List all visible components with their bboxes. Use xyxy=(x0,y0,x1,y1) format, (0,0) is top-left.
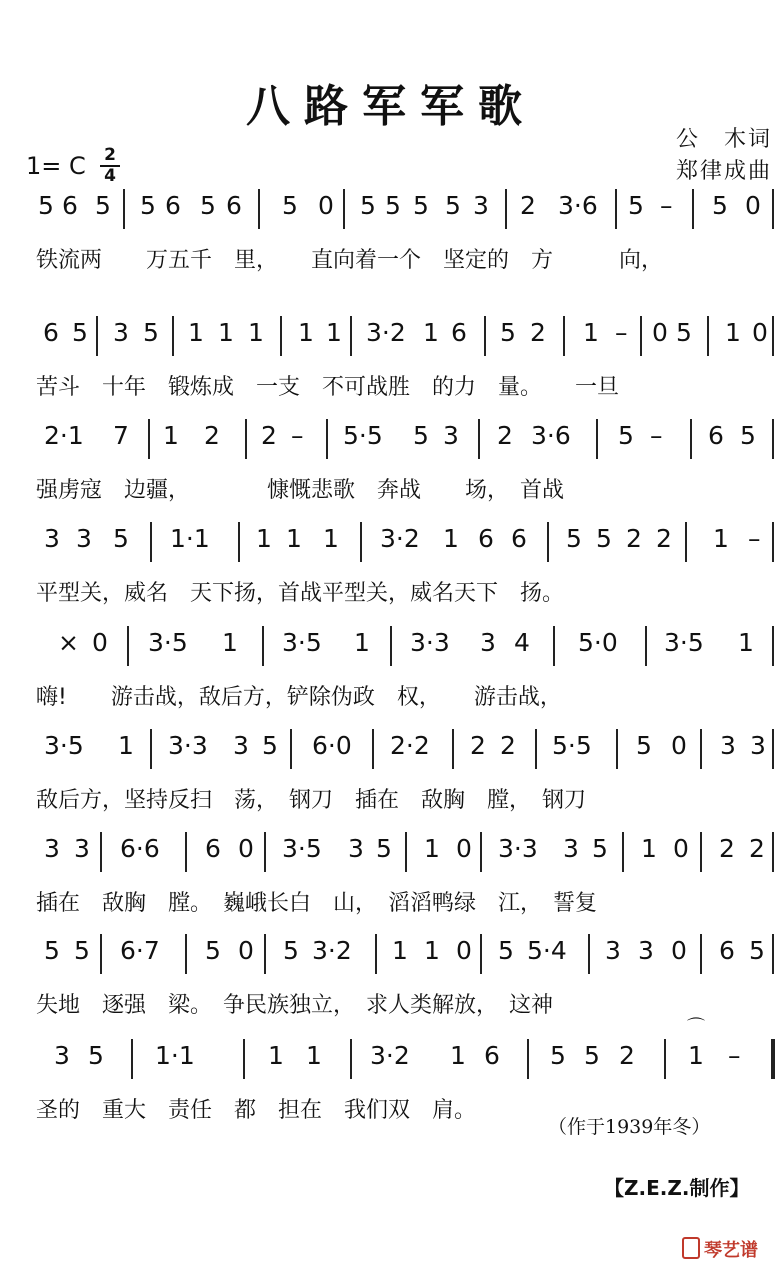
note: 5 xyxy=(740,421,756,450)
composer-credit: 郑律成曲 xyxy=(675,159,772,184)
note: 5 xyxy=(376,834,392,863)
bar-line xyxy=(243,1039,245,1079)
note: 6 xyxy=(62,191,78,220)
bar-line xyxy=(772,189,774,229)
note: 3·6 xyxy=(558,191,598,220)
note: 3·2 xyxy=(380,524,420,553)
bar-line xyxy=(596,419,598,459)
lyric-line: 平型关，威名 天下扬，首战平型关，威名天下 扬。 xyxy=(36,581,565,606)
note: 0 xyxy=(671,731,687,760)
bar-line xyxy=(690,419,692,459)
bar-line xyxy=(484,316,486,356)
note: 3·3 xyxy=(168,731,208,760)
note: 0 xyxy=(318,191,334,220)
note: 1 xyxy=(298,318,314,347)
note: 3 xyxy=(233,731,249,760)
note: 5 xyxy=(628,191,644,220)
note: 1 xyxy=(443,524,459,553)
score-row xyxy=(0,828,782,928)
bar-line xyxy=(772,626,774,666)
bar-line xyxy=(480,832,482,872)
notation-line xyxy=(0,622,782,670)
note: 5 xyxy=(74,936,90,965)
bar-line xyxy=(640,316,642,356)
notation-line xyxy=(0,828,782,876)
time-signature xyxy=(100,147,120,185)
note: 5 xyxy=(498,936,514,965)
note: 5·4 xyxy=(527,936,567,965)
note: 5 xyxy=(200,191,216,220)
bar-line xyxy=(616,729,618,769)
key-signature: 1= C xyxy=(26,152,86,180)
note: 6 xyxy=(165,191,181,220)
note: 3 xyxy=(563,834,579,863)
note: 1 xyxy=(268,1041,284,1070)
note: 5 xyxy=(592,834,608,863)
note: 1 xyxy=(423,318,439,347)
note: 2·2 xyxy=(390,731,430,760)
score-row xyxy=(0,930,782,1030)
bar-line xyxy=(290,729,292,769)
note: 3 xyxy=(605,936,621,965)
note: – xyxy=(660,191,673,220)
note: 5 xyxy=(44,936,60,965)
bar-line xyxy=(350,316,352,356)
notation-line xyxy=(0,1035,782,1083)
bar-line xyxy=(707,316,709,356)
note: 3·5 xyxy=(44,731,84,760)
bar-line xyxy=(622,832,624,872)
brand-mark-icon xyxy=(682,1237,700,1259)
bar-line xyxy=(527,1039,529,1079)
note: – xyxy=(615,318,628,347)
note: 6 xyxy=(708,421,724,450)
bar-line xyxy=(478,419,480,459)
note: 5 xyxy=(566,524,582,553)
note: 2 xyxy=(520,191,536,220)
note: 3 xyxy=(44,524,60,553)
note: 6 xyxy=(205,834,221,863)
bar-line xyxy=(772,729,774,769)
lyricist-credit: 公 木词 xyxy=(675,127,772,152)
score-row xyxy=(0,725,782,825)
bar-line xyxy=(772,832,774,872)
note: 6 xyxy=(484,1041,500,1070)
note: 0 xyxy=(752,318,768,347)
note: 2 xyxy=(719,834,735,863)
bar-line xyxy=(685,522,687,562)
score-row xyxy=(0,415,782,515)
bar-line xyxy=(390,626,392,666)
bar-line xyxy=(150,729,152,769)
bar-line xyxy=(350,1039,352,1079)
note: 2 xyxy=(470,731,486,760)
note: 5 xyxy=(618,421,634,450)
bar-line xyxy=(405,832,407,872)
notation-line xyxy=(0,415,782,463)
note: 5 xyxy=(500,318,516,347)
bar-line xyxy=(127,626,129,666)
notation-line xyxy=(0,518,782,566)
note: 0 xyxy=(238,834,254,863)
note: 5 xyxy=(140,191,156,220)
lyric-line: 敌后方，坚持反扫 荡， 钢刀 插在 敌胸 膛， 钢刀 xyxy=(36,788,587,813)
time-signature-top: 2 xyxy=(104,145,116,165)
note: 2 xyxy=(204,421,220,450)
bar-line xyxy=(700,729,702,769)
note: 5 xyxy=(385,191,401,220)
note: 1 xyxy=(222,628,238,657)
note: – xyxy=(650,421,663,450)
note: 2 xyxy=(656,524,672,553)
score-row xyxy=(0,622,782,722)
note: 5·5 xyxy=(343,421,383,450)
bar-line xyxy=(372,729,374,769)
note: 3·5 xyxy=(282,834,322,863)
note: 5 xyxy=(360,191,376,220)
note: – xyxy=(748,524,761,553)
note: 5 xyxy=(413,421,429,450)
note: × xyxy=(58,628,79,657)
note: 2 xyxy=(500,731,516,760)
note: 5 xyxy=(113,524,129,553)
note: 5 xyxy=(262,731,278,760)
note: 5·5 xyxy=(552,731,592,760)
bar-line xyxy=(326,419,328,459)
note: 1 xyxy=(713,524,729,553)
note: 1·1 xyxy=(170,524,210,553)
bar-line xyxy=(700,832,702,872)
note: 3·3 xyxy=(410,628,450,657)
note: 3·2 xyxy=(366,318,406,347)
bar-line xyxy=(553,626,555,666)
note: 5 xyxy=(676,318,692,347)
note: 1 xyxy=(641,834,657,863)
notation-line xyxy=(0,185,782,233)
bar-line xyxy=(148,419,150,459)
bar-line xyxy=(700,934,702,974)
note: 3 xyxy=(44,834,60,863)
note: 5 xyxy=(88,1041,104,1070)
bar-line xyxy=(262,626,264,666)
bar-line xyxy=(96,316,98,356)
note: 3·2 xyxy=(312,936,352,965)
note: 5 xyxy=(550,1041,566,1070)
note: 2 xyxy=(619,1041,635,1070)
bar-line xyxy=(245,419,247,459)
note: 1 xyxy=(725,318,741,347)
bar-line xyxy=(452,729,454,769)
note: 5 xyxy=(205,936,221,965)
lyric-line: 铁流两 万五千 里， 直向着一个 坚定的 方 向， xyxy=(36,248,664,273)
note: 1 xyxy=(424,834,440,863)
bar-line xyxy=(343,189,345,229)
bar-line xyxy=(480,934,482,974)
note: 3 xyxy=(480,628,496,657)
bar-line xyxy=(100,934,102,974)
bar-line xyxy=(264,832,266,872)
note: 1·1 xyxy=(155,1041,195,1070)
notation-line xyxy=(0,312,782,360)
note: 1 xyxy=(354,628,370,657)
bar-line xyxy=(131,1039,133,1079)
note: 2 xyxy=(261,421,277,450)
note: 3·3 xyxy=(498,834,538,863)
note: 5 xyxy=(712,191,728,220)
note: 6 xyxy=(478,524,494,553)
note: 1 xyxy=(163,421,179,450)
note: 0 xyxy=(238,936,254,965)
note: 1 xyxy=(450,1041,466,1070)
score-title: 八路军军歌 xyxy=(246,81,536,132)
note: 0 xyxy=(92,628,108,657)
note: 2·1 xyxy=(44,421,84,450)
note: 3 xyxy=(54,1041,70,1070)
note: 3 xyxy=(76,524,92,553)
bar-line xyxy=(264,934,266,974)
note: – xyxy=(291,421,304,450)
brand-name: 琴艺谱 xyxy=(704,1240,758,1261)
bar-line xyxy=(238,522,240,562)
note: 0 xyxy=(671,936,687,965)
note: 1 xyxy=(323,524,339,553)
bar-line xyxy=(664,1039,666,1079)
note: 3·6 xyxy=(531,421,571,450)
note: 6 xyxy=(226,191,242,220)
note: 6·7 xyxy=(120,936,160,965)
note: 6 xyxy=(511,524,527,553)
bar-line xyxy=(772,419,774,459)
lyric-line: 失地 逐强 梁。 争民族独立， 求人类解放， 这神 xyxy=(36,993,554,1018)
bar-line xyxy=(375,934,377,974)
lyric-line: 苦斗 十年 锻炼成 一支 不可战胜 的力 量。 一旦 xyxy=(36,375,620,400)
note: 3 xyxy=(473,191,489,220)
bar-line xyxy=(535,729,537,769)
bar-line xyxy=(772,522,774,562)
note: 1 xyxy=(392,936,408,965)
bar-line xyxy=(771,1039,775,1079)
note: 5 xyxy=(143,318,159,347)
note: 5 xyxy=(413,191,429,220)
note: 5 xyxy=(636,731,652,760)
note: 3 xyxy=(720,731,736,760)
note: 5 xyxy=(72,318,88,347)
note: 1 xyxy=(424,936,440,965)
note: 3·2 xyxy=(370,1041,410,1070)
lyric-line: 嗨! 游击战，敌后方，铲除伪政 权， 游击战， xyxy=(36,685,562,710)
note: 5 xyxy=(95,191,111,220)
note: 1 xyxy=(188,318,204,347)
note: 5 xyxy=(584,1041,600,1070)
notation-line xyxy=(0,930,782,978)
note: 1 xyxy=(583,318,599,347)
note: 1 xyxy=(286,524,302,553)
note: 6 xyxy=(451,318,467,347)
lyric-line: 强虏寇 边疆， 慷慨悲歌 奔战 场， 首战 xyxy=(36,478,565,503)
bar-line xyxy=(172,316,174,356)
note: 5 xyxy=(749,936,765,965)
note: 3 xyxy=(750,731,766,760)
note: 5 xyxy=(283,936,299,965)
bar-line xyxy=(150,522,152,562)
bar-line xyxy=(280,316,282,356)
note: 6·6 xyxy=(120,834,160,863)
note: 3 xyxy=(74,834,90,863)
note: 2 xyxy=(530,318,546,347)
note: 0 xyxy=(456,936,472,965)
bar-line xyxy=(123,189,125,229)
fermata-icon: ⌒ xyxy=(687,1017,705,1038)
bar-line xyxy=(772,934,774,974)
note: 2 xyxy=(749,834,765,863)
score-row xyxy=(0,518,782,618)
note: 7 xyxy=(113,421,129,450)
lyric-line: 圣的 重大 责任 都 担在 我们双 肩。 xyxy=(36,1098,477,1123)
composition-note: （作于1939年冬） xyxy=(548,1116,711,1138)
bar-line xyxy=(588,934,590,974)
bar-line xyxy=(615,189,617,229)
note: 5 xyxy=(445,191,461,220)
bar-line xyxy=(563,316,565,356)
note: 6 xyxy=(719,936,735,965)
bar-line xyxy=(505,189,507,229)
note: 3 xyxy=(113,318,129,347)
time-signature-bottom: 4 xyxy=(104,166,116,186)
bar-line xyxy=(360,522,362,562)
note: 5 xyxy=(38,191,54,220)
note: 3·5 xyxy=(282,628,322,657)
note: 5 xyxy=(282,191,298,220)
note: 0 xyxy=(456,834,472,863)
note: – xyxy=(728,1041,741,1070)
note: 1 xyxy=(306,1041,322,1070)
note: 1 xyxy=(256,524,272,553)
note: 2 xyxy=(497,421,513,450)
score-row xyxy=(0,185,782,285)
bar-line xyxy=(258,189,260,229)
note: 5 xyxy=(596,524,612,553)
note: 1 xyxy=(326,318,342,347)
score-row xyxy=(0,312,782,412)
note: 3 xyxy=(638,936,654,965)
note: 0 xyxy=(745,191,761,220)
note: 3 xyxy=(348,834,364,863)
bar-line xyxy=(185,934,187,974)
bar-line xyxy=(772,316,774,356)
note: 0 xyxy=(673,834,689,863)
notation-line xyxy=(0,725,782,773)
note: 1 xyxy=(248,318,264,347)
note: 1 xyxy=(688,1041,704,1070)
note: 3·5 xyxy=(664,628,704,657)
bar-line xyxy=(185,832,187,872)
lyric-line: 插在 敌胸 膛。 巍峨长白 山， 滔滔鸭绿 江， 誓复 xyxy=(36,891,598,916)
note: 6·0 xyxy=(312,731,352,760)
note: 1 xyxy=(738,628,754,657)
brand-logo xyxy=(682,1236,758,1262)
note: 5·0 xyxy=(578,628,618,657)
note: 1 xyxy=(118,731,134,760)
maker-credit: 【Z.E.Z.制作】 xyxy=(604,1176,750,1200)
note: 2 xyxy=(626,524,642,553)
note: 0 xyxy=(652,318,668,347)
bar-line xyxy=(547,522,549,562)
note: 1 xyxy=(218,318,234,347)
bar-line xyxy=(645,626,647,666)
note: 3 xyxy=(443,421,459,450)
note: 4 xyxy=(514,628,530,657)
bar-line xyxy=(692,189,694,229)
note: 3·5 xyxy=(148,628,188,657)
bar-line xyxy=(100,832,102,872)
note: 6 xyxy=(43,318,59,347)
